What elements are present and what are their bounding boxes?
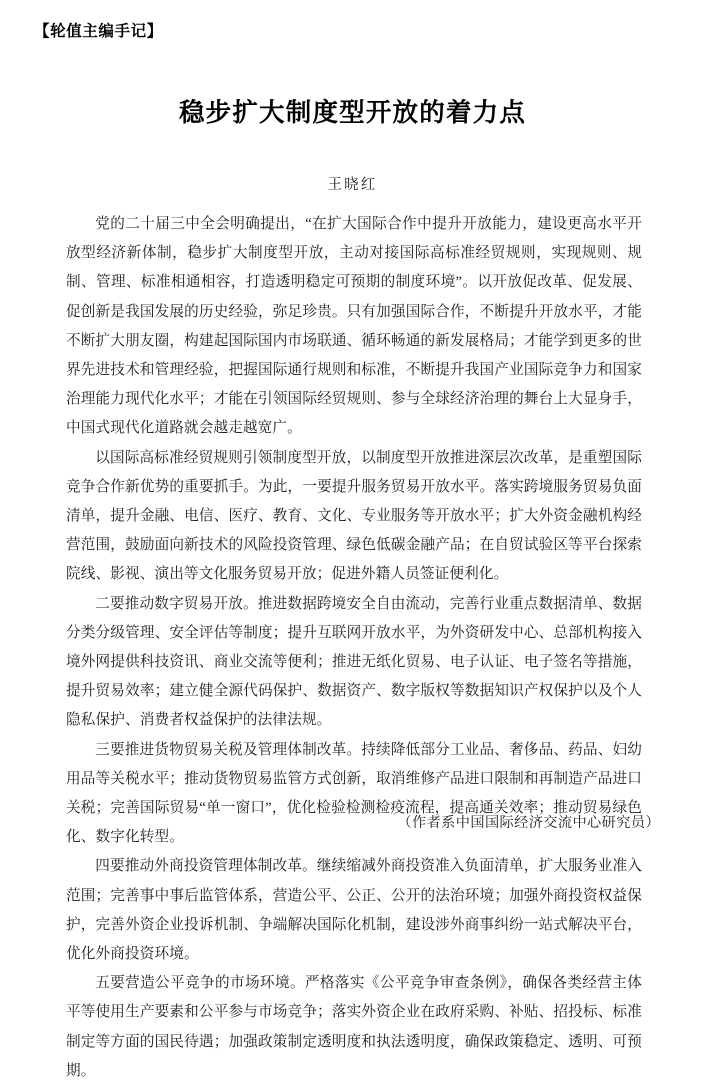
title-block bbox=[0, 98, 705, 129]
body-paragraph: 三要推进货物贸易关税及管理体制改革。持续降低部分工业品、奢侈品、药品、妇幼用品等关税水平；推动货物贸易监管方式创新，取消维修产品进口限制和再制造产品进口关税；完善国际贸易“单一窗口”，优化检验检测检疫流程，提高通关效率；推动贸易绿色化、数字化转型。 bbox=[66, 741, 642, 846]
article-body bbox=[66, 210, 642, 1086]
body-paragraph: 二要推动数字贸易开放。推进数据跨境安全自由流动，完善行业重点数据清单、数据分类分级管理、安全评估等制度；提升互联网开放水平，为外资研发中心、总部机构接入境外网提供科技资讯、商业交流等便利；推进无纸化贸易、电子认证、电子签名等措施，提升贸易效率；建立健全源代码保护、数据资产、数字版权等数据知识产权保护以及个人隐私保护、消费者权益保护的法律法规。 bbox=[66, 595, 642, 729]
body-paragraph: 党的二十届三中全会明确提出，“在扩大国际合作中提升开放能力，建设更高水平开放型经济新体制，稳步扩大制度型开放，主动对接国际高标准经贸规则，实现规则、规制、管理、标准相通相容，打造透明稳定可预期的制度环境”。以开放促改革、促发展、促创新是我国发展的历史经验，弥足珍贵。只有加强国际合作，不断提升开放水平，才能不断扩大朋友圈，构建起国际国内市场联通、循环畅通的新发展格局；才能学到更多的世界先进技术和管理经验，把握国际通行规则和标准，不断提升我国产业国际竞争力和国家治理能力现代化水平；才能在引领国际经贸规则、参与全球经济治理的舞台上大显身手，中国式现代化道路就会越走越宽广。 bbox=[66, 216, 642, 437]
body-paragraph: 五要营造公平竞争的市场环境。严格落实《公平竞争审查条例》，确保各类经营主体平等使用生产要素和公平参与市场竞争；落实外资企业在政府采购、补贴、招投标、标准制定等方面的国民待遇；加强政策制定透明度和执法透明度，确保政策稳定、透明、可预期。 bbox=[66, 975, 642, 1079]
category-tag: 【轮值主编手记】 bbox=[34, 23, 163, 40]
body-paragraph: 以国际高标准经贸规则引领制度型开放，以制度型开放推进深层次改革，是重塑国际竞争合作新优势的重要抓手。为此，一要提升服务贸易开放水平。落实跨境服务贸易负面清单，提升金融、电信、医疗、教育、文化、专业服务等开放水平；扩大外资金融机构经营范围，鼓励面向新技术的风险投资管理、绿色低碳金融产品；在自贸试验区等平台探索院线、影视、演出等文化服务贸易开放；促进外籍人员签证便利化。 bbox=[66, 449, 642, 583]
body-paragraph: 四要推动外商投资管理体制改革。继续缩减外商投资准入负面清单，扩大服务业准入范围；完善事中事后监管体系，营造公平、公正、公开的法治环境；加强外商投资权益保护，完善外资企业投诉机制、争端解决国际化机制，建设涉外商事纠纷一站式解决平台，优化外商投资环境。 bbox=[66, 858, 642, 963]
page-title: 稳步扩大制度型开放的着力点 bbox=[178, 99, 527, 127]
author-byline: 王晓红 bbox=[327, 177, 378, 193]
author-attribution: （作者系中国国际经济交流中心研究员） bbox=[397, 815, 660, 831]
